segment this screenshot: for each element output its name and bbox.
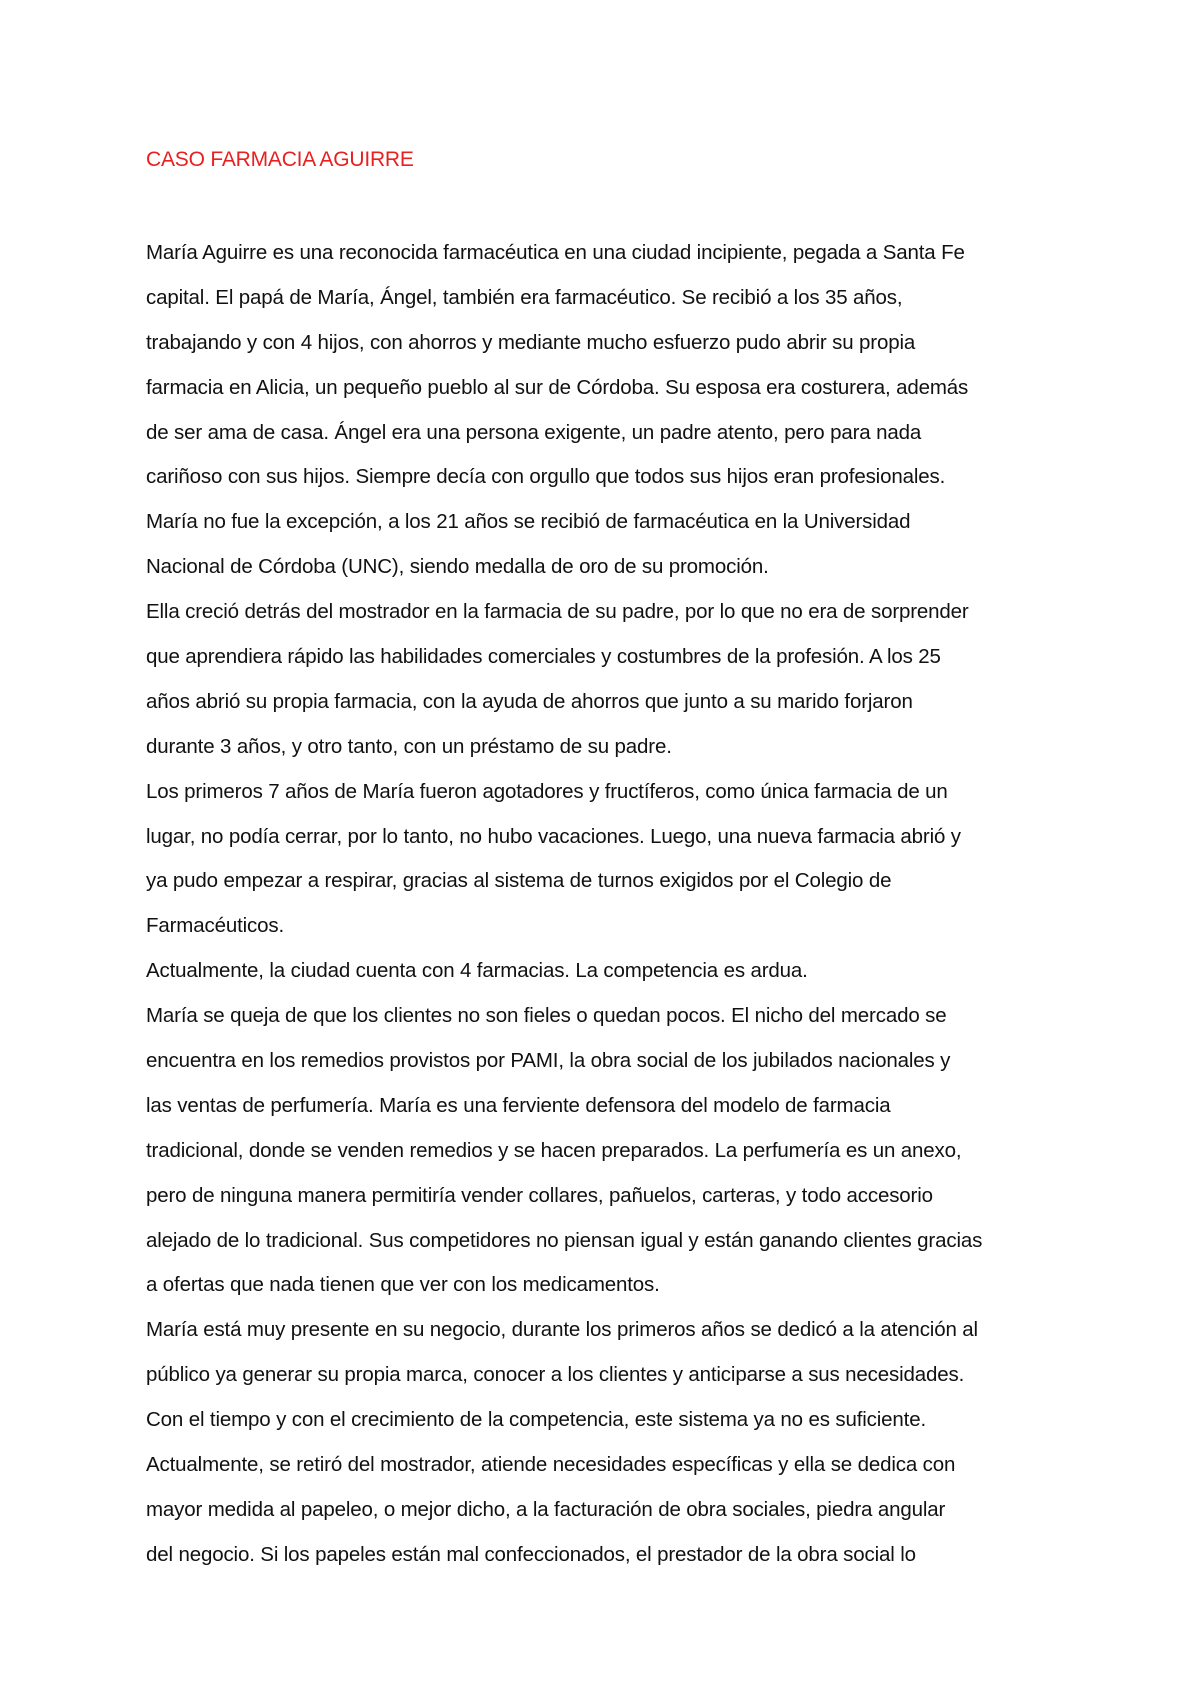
body-line: encuentra en los remedios provistos por PAMI, la obra social de los jubilados nacionales y (146, 1049, 951, 1073)
body-line: farmacia en Alicia, un pequeño pueblo al sur de Córdoba. Su esposa era costurera, además (146, 375, 969, 399)
body-line: Actualmente, la ciudad cuenta con 4 farmacias. La competencia es ardua. (146, 959, 808, 983)
body-line: Los primeros 7 años de María fueron agotadores y fructíferos, como única farmacia de un (146, 779, 948, 803)
body-line: pero de ninguna manera permitiría vender collares, pañuelos, carteras, y todo accesorio (146, 1183, 933, 1207)
body-line: Nacional de Córdoba (UNC), siendo medalla de oro de su promoción. (146, 555, 769, 579)
body-line: María se queja de que los clientes no son fieles o quedan pocos. El nicho del mercado se (146, 1004, 947, 1028)
body-line: Farmacéuticos. (146, 914, 285, 938)
body-line: durante 3 años, y otro tanto, con un préstamo de su padre. (146, 734, 672, 758)
body-line: capital. El papá de María, Ángel, también era farmacéutico. Se recibió a los 35 años, (146, 285, 903, 309)
body-line: cariñoso con sus hijos. Siempre decía con orgullo que todos sus hijos eran profesionales. (146, 465, 946, 489)
body-line: Ella creció detrás del mostrador en la farmacia de su padre, por lo que no era de sorprender (146, 600, 969, 624)
body-line: público ya generar su propia marca, conocer a los clientes y anticiparse a sus necesidades. (146, 1363, 965, 1387)
body-line: que aprendiera rápido las habilidades comerciales y costumbres de la profesión. A los 25 (146, 645, 941, 669)
body-line: mayor medida al papeleo, o mejor dicho, a la facturación de obra sociales, piedra angular (146, 1497, 946, 1521)
body-line: las ventas de perfumería. María es una ferviente defensora del modelo de farmacia (146, 1093, 891, 1117)
body-line: Con el tiempo y con el crecimiento de la competencia, este sistema ya no es suficiente. (146, 1408, 927, 1432)
body-line: María está muy presente en su negocio, durante los primeros años se dedicó a la atención al (146, 1318, 978, 1342)
body-line: María Aguirre es una reconocida farmacéutica en una ciudad incipiente, pegada a Santa Fe (146, 241, 965, 264)
body-line: de ser ama de casa. Ángel era una persona exigente, un padre atento, pero para nada (146, 420, 922, 444)
body-line: ya pudo empezar a respirar, gracias al sistema de turnos exigidos por el Colegio de (146, 869, 892, 893)
body-line: Actualmente, se retiró del mostrador, atiende necesidades específicas y ella se dedica con (146, 1453, 956, 1477)
document-body (146, 231, 1086, 1578)
document-title: CASO FARMACIA AGUIRRE (146, 148, 414, 171)
body-line: lugar, no podía cerrar, por lo tanto, no hubo vacaciones. Luego, una nueva farmacia abrió y (146, 824, 961, 848)
body-line: alejado de lo tradicional. Sus competidores no piensan igual y están ganando clientes gracias (146, 1228, 983, 1252)
body-line: María no fue la excepción, a los 21 años se recibió de farmacéutica en la Universidad (146, 510, 911, 534)
body-line: del negocio. Si los papeles están mal confeccionados, el prestador de la obra social lo (146, 1542, 916, 1566)
body-line: años abrió su propia farmacia, con la ayuda de ahorros que junto a su marido forjaron (146, 689, 913, 713)
body-line: tradicional, donde se venden remedios y se hacen preparados. La perfumería es un anexo, (146, 1138, 962, 1162)
body-line: trabajando y con 4 hijos, con ahorros y mediante mucho esfuerzo pudo abrir su propia (146, 330, 916, 354)
body-line: a ofertas que nada tienen que ver con los medicamentos. (146, 1273, 660, 1297)
